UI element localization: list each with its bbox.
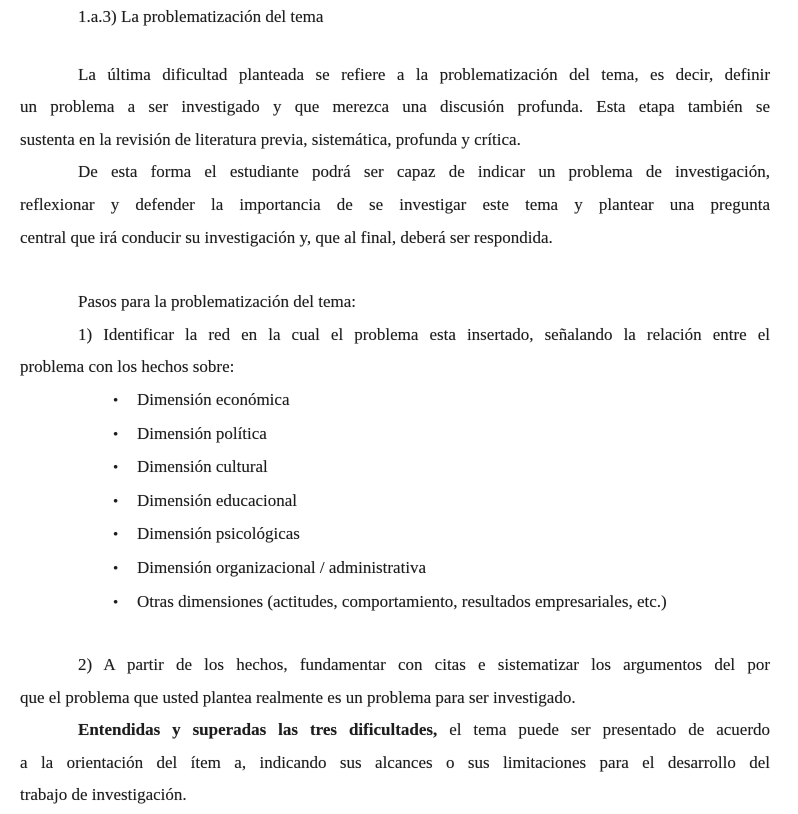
list-item [113,485,770,519]
paragraph-intro [20,59,770,157]
text-line: un problema a ser investigado y que merezca una discusión profunda. Esta etapa también se [20,97,770,117]
bullet-icon: • [113,527,119,544]
bullet-text: Otras dimensiones (actitudes, comportamiento, resultados empresariales, etc.) [137,591,667,611]
paragraph-paso2 [20,649,770,714]
list-item [113,552,770,586]
bullet-icon: • [113,493,119,510]
bullet-text: Dimensión organizacional / administrativa [137,557,427,577]
text-line [20,714,770,747]
bullet-text: Dimensión educacional [137,490,298,510]
bold-text: Entendidas y superadas las tres dificultades, [78,720,438,740]
text-run: el tema puede ser presentado de acuerdo [437,720,770,740]
list-item [113,384,770,418]
text-line: 2) A partir de los hechos, fundamentar con citas e sistematizar los argumentos del por [78,655,770,675]
paragraph-final [20,714,770,812]
text-line: problema con los hechos sobre: [20,357,235,377]
paragraph-paso1 [20,319,770,384]
text-line: La última dificultad planteada se refiere a la problematización del tema, es decir, definir [78,64,770,84]
list-item [113,451,770,485]
bullet-icon: • [113,392,119,409]
bullet-text: Dimensión cultural [137,457,268,477]
text-line: a la orientación del ítem a, indicando sus alcances o sus limitaciones para el desarrollo del [20,752,770,772]
text-line: que el problema que usted plantea realmente es un problema para ser investigado. [20,687,576,707]
paragraph-estudiante [20,156,770,254]
bullet-text: Dimensión económica [137,389,290,409]
text-line: 1) Identificar la red en la cual el problema esta insertado, señalando la relación entre el [78,324,770,344]
text-line: sustenta en la revisión de literatura previa, sistemática, profunda y crítica. [20,129,521,149]
bullet-text: Dimensión política [137,423,267,443]
bullet-icon: • [113,460,119,477]
text-line: De esta forma el estudiante podrá ser capaz de indicar un problema de investigación, [78,162,770,182]
text-line: trabajo de investigación. [20,785,187,805]
bullet-text: Dimensión psicológicas [137,524,300,544]
text-line: central que irá conducir su investigación y, que al final, deberá ser respondida. [20,227,553,247]
list-item [113,586,770,620]
list-item [113,518,770,552]
bullet-icon: • [113,426,119,443]
paragraph-pasos [20,286,770,319]
bullet-icon: • [113,594,119,611]
section-heading: 1.a.3) La problematización del tema [78,7,324,26]
pasos-label: Pasos para la problematización del tema: [78,292,357,312]
text-line: reflexionar y defender la importancia de se investigar este tema y plantear una pregunta [20,194,770,214]
bullet-list [113,384,770,619]
bullet-icon: • [113,560,119,577]
list-item [113,418,770,452]
